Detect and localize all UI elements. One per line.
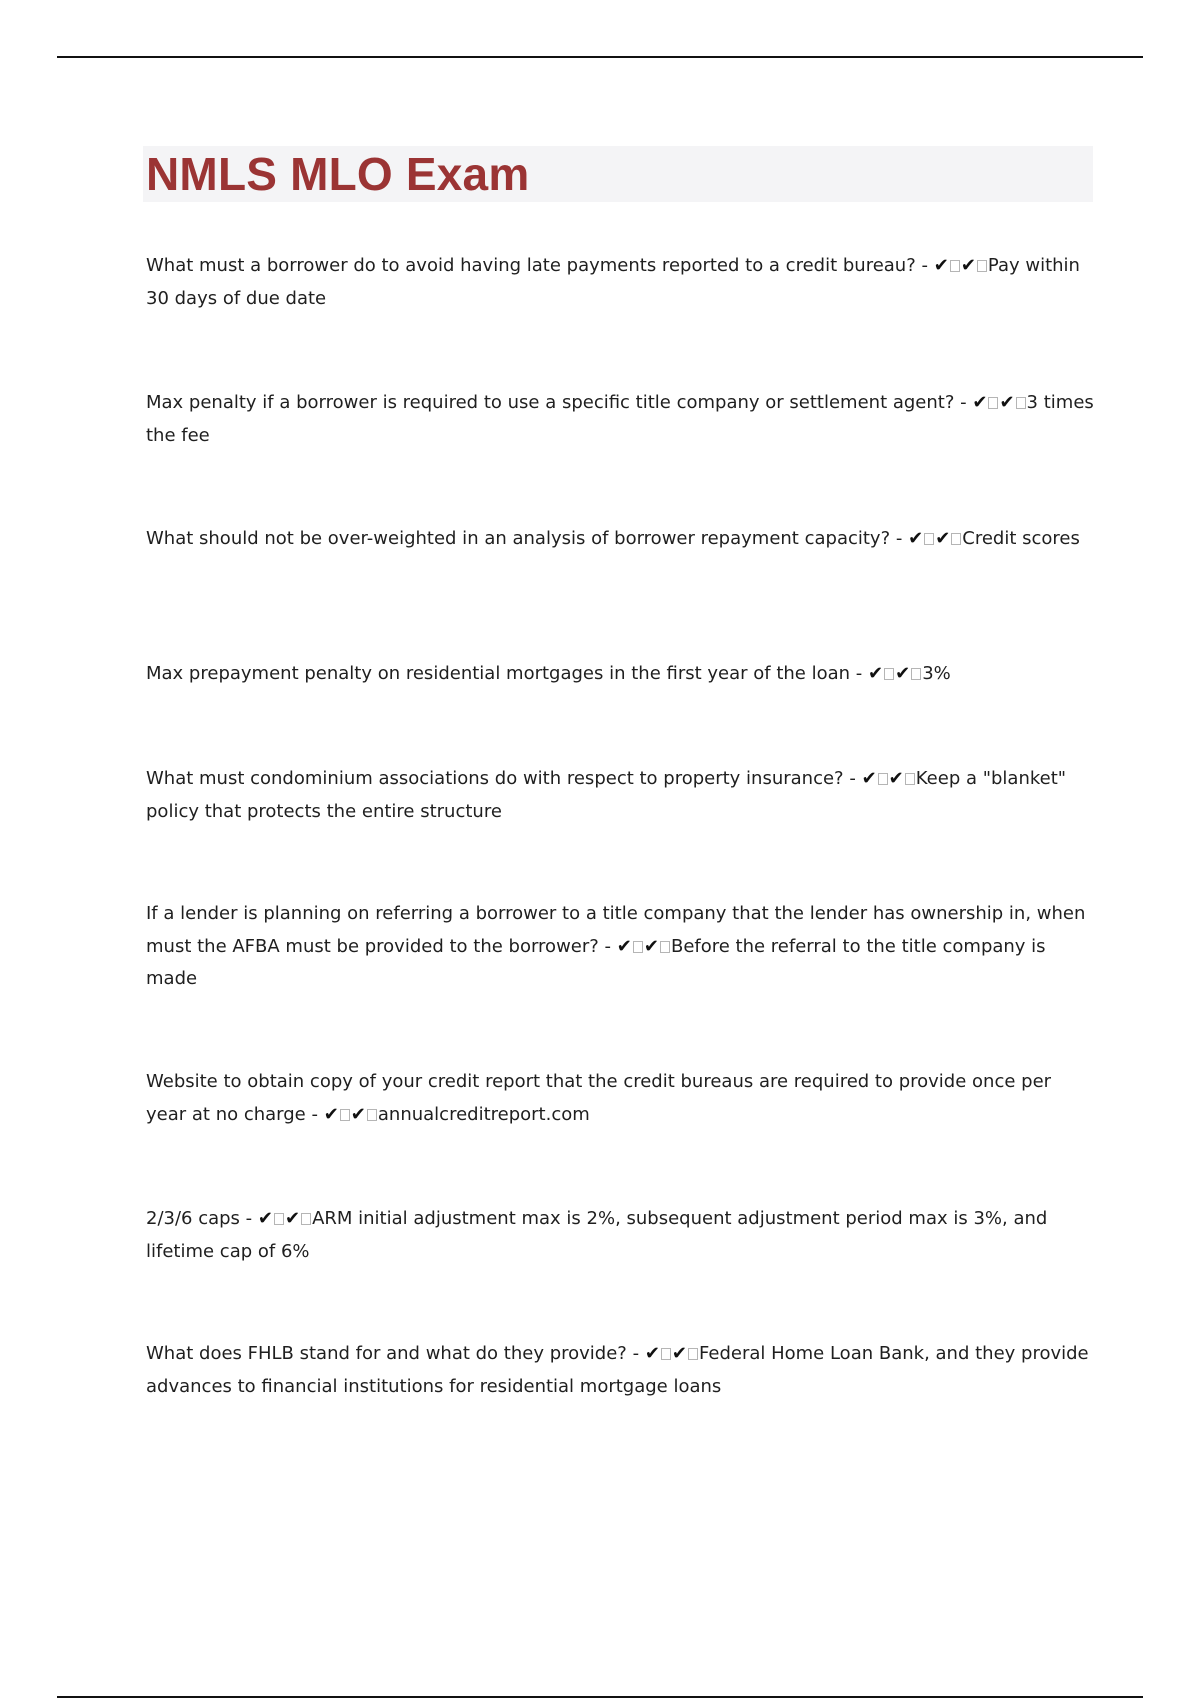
question-text: If a lender is planning on referring a borrower to a title company that the lender has ownership in, when must the AFBA must be provided to the borrower? — [146, 903, 1086, 957]
separator: - — [598, 935, 617, 957]
question-text: What must condominium associations do with respect to property insurance? — [146, 768, 844, 789]
placeholder-box-icon — [911, 668, 921, 680]
placeholder-box-icon — [633, 941, 643, 953]
check-icon: ✔ — [935, 528, 951, 549]
placeholder-box-icon — [660, 941, 670, 953]
question-text: Max penalty if a borrower is required to use a specific title company or settlement agent? — [146, 392, 955, 413]
question-text: What does FHLB stand for and what do they provide? — [146, 1343, 627, 1364]
check-icon: ✔ — [350, 1103, 366, 1125]
placeholder-box-icon — [301, 1213, 311, 1225]
check-icon: ✔ — [960, 255, 976, 276]
separator: - — [890, 528, 909, 549]
separator: - — [305, 1103, 324, 1125]
placeholder-box-icon — [661, 1348, 671, 1360]
answer-text: ARM initial adjustment max is 2%, subsequent adjustment period max is 3%, and lifetime cap of 6% — [146, 1208, 1048, 1262]
placeholder-box-icon — [688, 1348, 698, 1360]
check-icon: ✔ — [861, 768, 877, 789]
check-icon: ✔ — [908, 528, 924, 549]
separator: - — [626, 1343, 645, 1364]
question-text: What must a borrower do to avoid having late payments reported to a credit bureau? — [146, 255, 916, 276]
check-icon: ✔ — [323, 1103, 339, 1125]
question-text: Website to obtain copy of your credit report that the credit bureaus are required to provide once per year at no charge — [146, 1071, 1052, 1125]
answer-text: Pay within 30 days of due date — [146, 255, 1080, 309]
placeholder-box-icon — [274, 1213, 284, 1225]
placeholder-box-icon — [878, 773, 888, 785]
qa-item — [146, 1203, 1096, 1268]
qa-item — [146, 387, 1096, 452]
qa-item — [146, 658, 1096, 691]
placeholder-box-icon — [988, 397, 998, 409]
qa-item — [146, 250, 1096, 315]
placeholder-box-icon — [950, 260, 960, 272]
answer-text: Credit scores — [962, 528, 1080, 549]
question-text: Max prepayment penalty on residential mortgages in the first year of the loan — [146, 663, 851, 684]
answer-text: Keep a "blanket" policy that protects the entire structure — [146, 768, 1067, 822]
check-icon: ✔ — [999, 392, 1015, 413]
qa-item — [146, 523, 1096, 556]
check-icon: ✔ — [643, 935, 659, 957]
separator: - — [915, 255, 934, 276]
qa-item — [146, 1066, 1096, 1131]
check-icon: ✔ — [257, 1208, 273, 1229]
check-icon: ✔ — [933, 255, 949, 276]
placeholder-box-icon — [1016, 397, 1026, 409]
question-text: 2/3/6 caps — [146, 1208, 240, 1229]
answer-text: 3% — [922, 663, 951, 684]
separator: - — [850, 663, 869, 684]
answer-text: 3 times the fee — [146, 392, 1094, 446]
answer-text: Before the referral to the title company is made — [146, 935, 1046, 989]
top-divider — [57, 56, 1143, 58]
page-title: NMLS MLO Exam — [146, 148, 530, 200]
check-icon: ✔ — [972, 392, 988, 413]
separator: - — [239, 1208, 258, 1229]
placeholder-box-icon — [924, 533, 934, 545]
placeholder-box-icon — [884, 668, 894, 680]
check-icon: ✔ — [868, 663, 884, 684]
answer-text: Federal Home Loan Bank, and they provide advances to financial institutions for residential mortgage loans — [146, 1343, 1089, 1397]
check-icon: ✔ — [888, 768, 904, 789]
bottom-divider — [57, 1696, 1143, 1698]
check-icon: ✔ — [644, 1343, 660, 1364]
separator: - — [954, 392, 973, 413]
check-icon: ✔ — [895, 663, 911, 684]
answer-text: annualcreditreport.com — [377, 1103, 590, 1125]
question-text: What should not be over-weighted in an analysis of borrower repayment capacity? — [146, 528, 891, 549]
check-icon: ✔ — [616, 935, 632, 957]
qa-item — [146, 1338, 1096, 1403]
placeholder-box-icon — [905, 773, 915, 785]
check-icon: ✔ — [671, 1343, 687, 1364]
placeholder-box-icon — [951, 533, 961, 545]
placeholder-box-icon — [340, 1109, 350, 1121]
placeholder-box-icon — [977, 260, 987, 272]
separator: - — [843, 768, 862, 789]
qa-item — [146, 763, 1096, 828]
check-icon: ✔ — [284, 1208, 301, 1229]
qa-item — [146, 898, 1096, 996]
placeholder-box-icon — [367, 1109, 377, 1121]
